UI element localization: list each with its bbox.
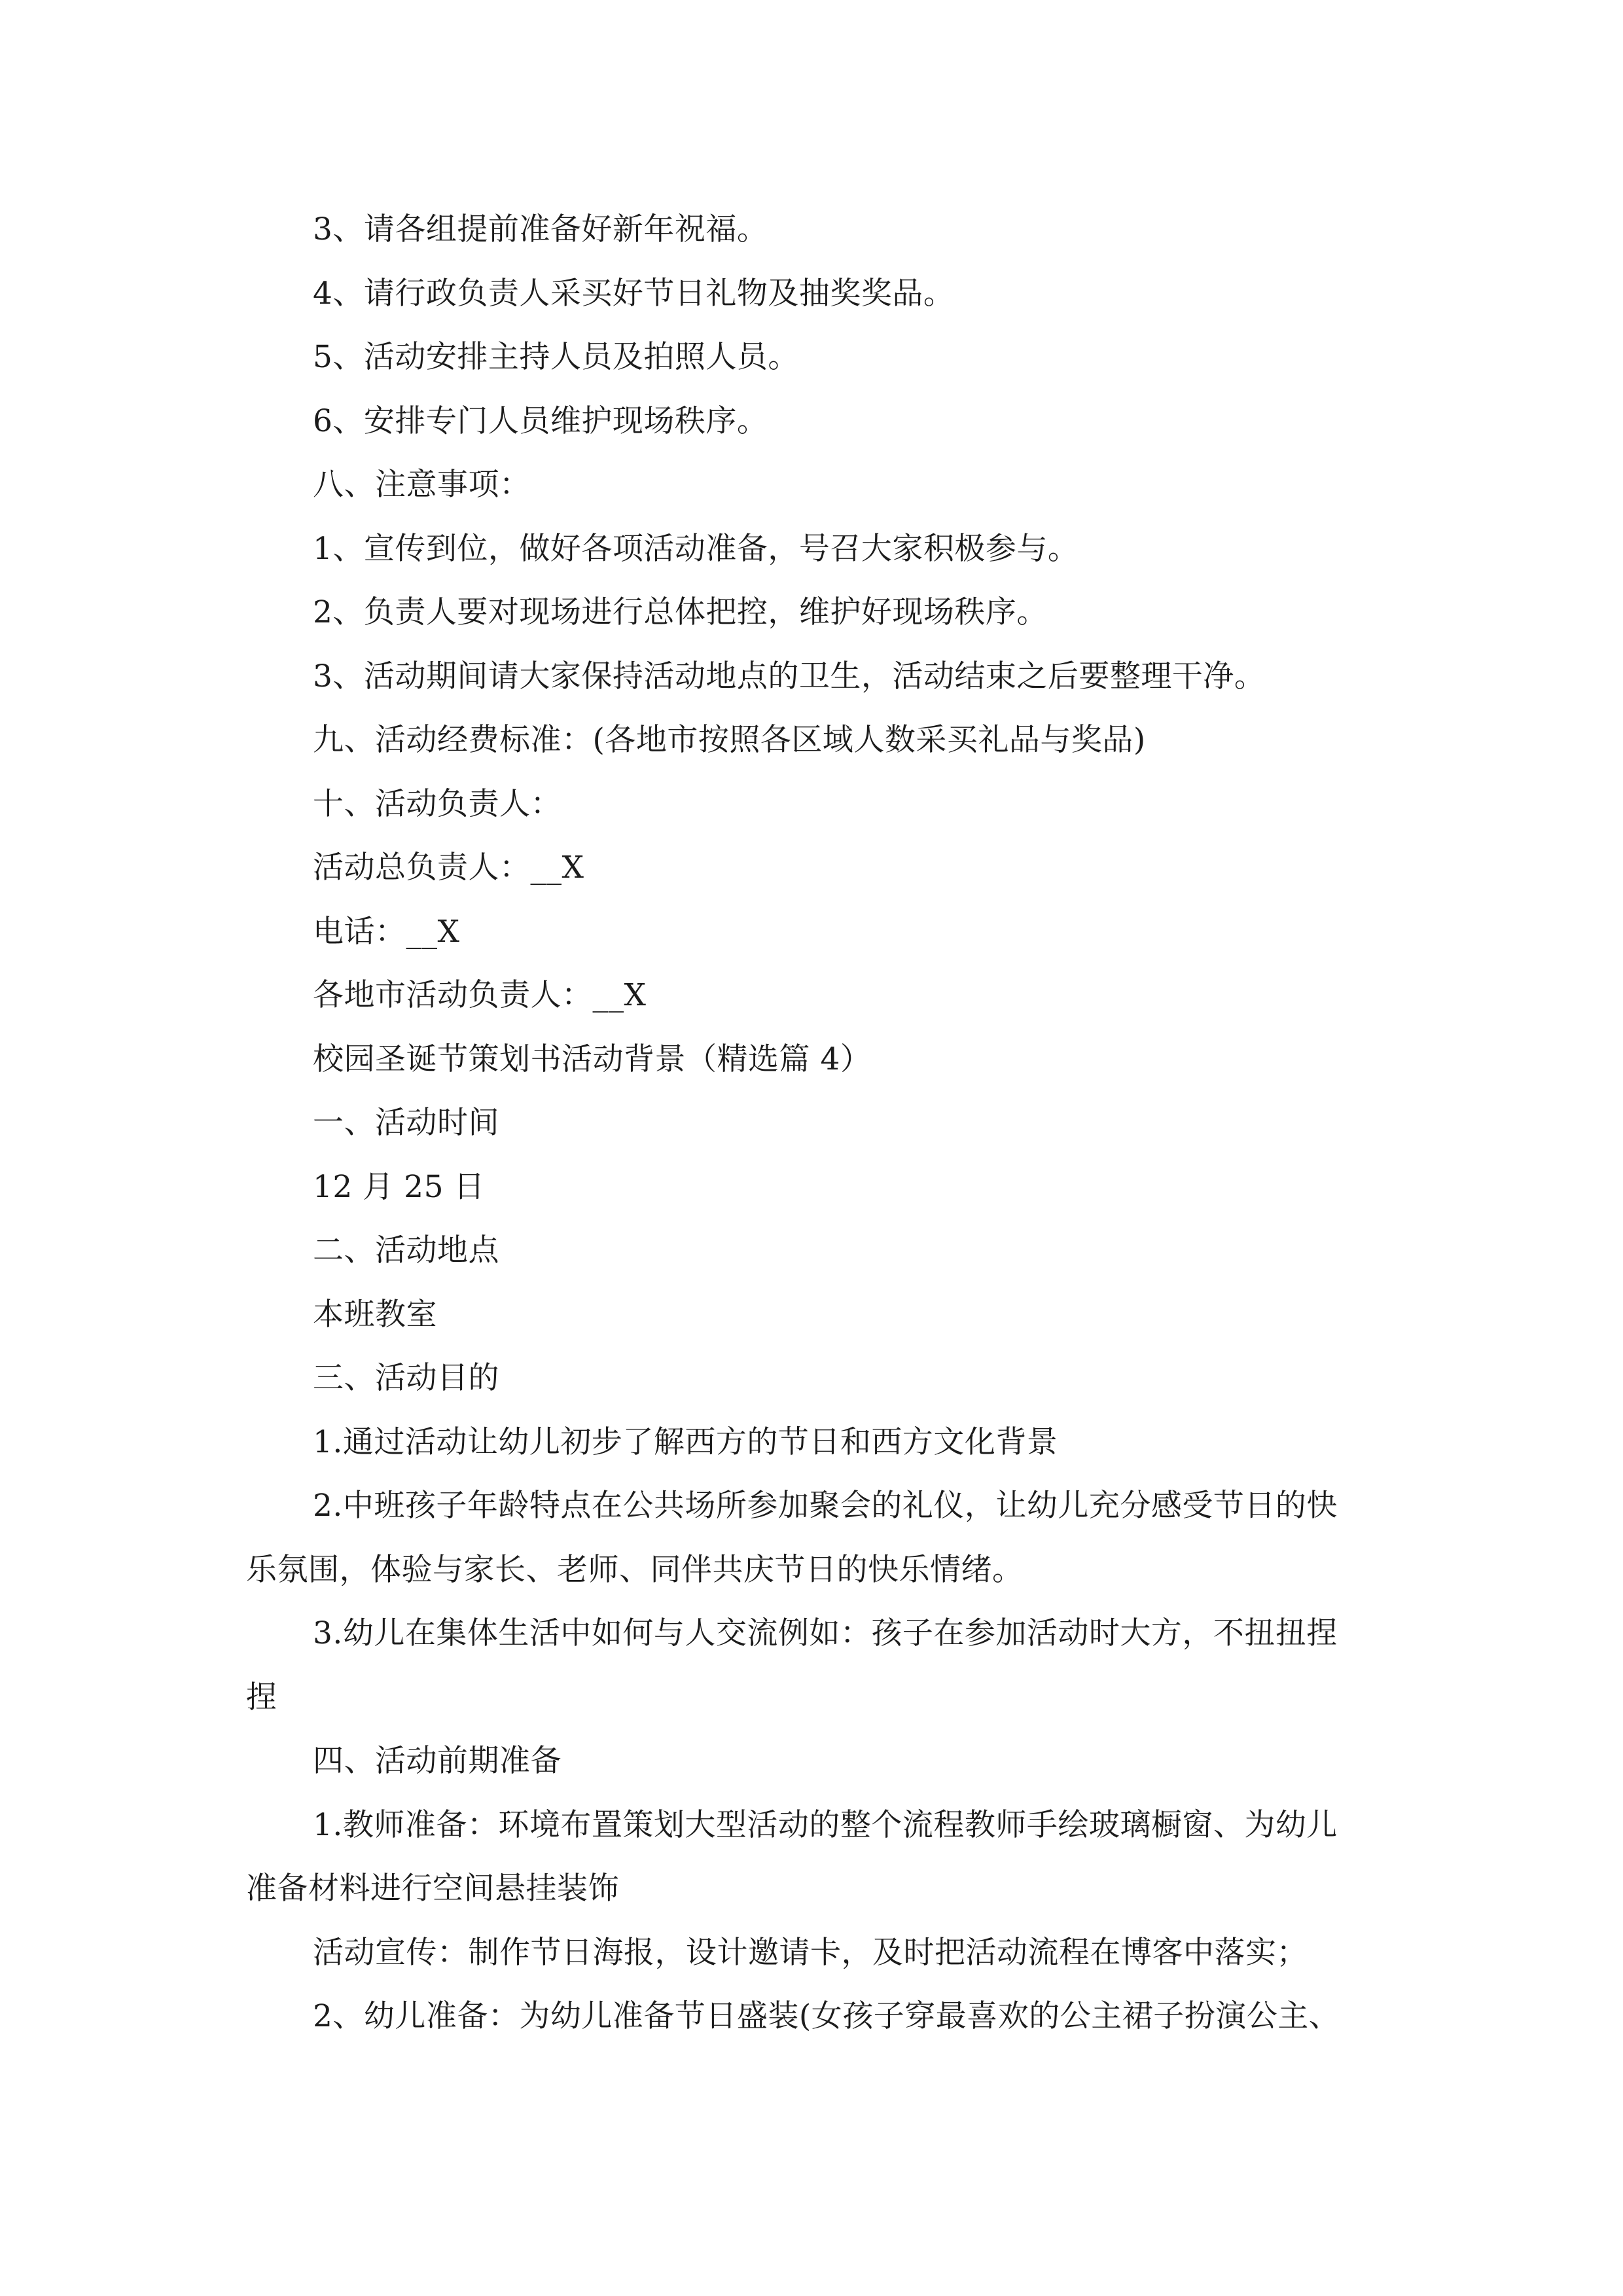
list-item-maintain-order: 6、安排专门人员维护现场秩序。 [313,403,768,439]
event-date: 12 月 25 日 [313,1169,485,1205]
list-item-hygiene: 3、活动期间请大家保持活动地点的卫生，活动结束之后要整理干净。 [313,658,1266,694]
preparation-item-teacher: 1.教师准备：环境布置策划大型活动的整个流程教师手绘玻璃橱窗、为幼儿 [313,1807,1338,1843]
section-heading-preparation: 四、活动前期准备 [313,1743,562,1779]
preparation-item-teacher-continued: 准备材料进行空间悬挂装饰 [246,1871,619,1907]
preparation-item-children: 2、幼儿准备：为幼儿准备节日盛装(女孩子穿最喜欢的公主裙子扮演公主、 [313,1998,1340,2034]
preparation-item-publicity: 活动宣传：制作节日海报，设计邀请卡，及时把活动流程在博客中落实； [313,1935,1308,1971]
list-item-site-control: 2、负责人要对现场进行总体把控，维护好现场秩序。 [313,594,1048,630]
purpose-item-3: 3.幼儿在集体生活中如何与人交流例如：孩子在参加活动时大方，不扭扭捏 [313,1615,1338,1651]
list-item-prepare-greetings: 3、请各组提前准备好新年祝福。 [313,211,768,247]
responsible-phone: 电话：__X [313,914,460,950]
section-heading-budget: 九、活动经费标准：(各地市按照各区域人数采买礼品与奖品) [313,722,1146,758]
responsible-regional: 各地市活动负责人：__X [313,977,647,1013]
section-heading-responsible: 十、活动负责人： [313,786,562,822]
responsible-general: 活动总负责人：__X [313,850,584,886]
list-item-buy-gifts: 4、请行政负责人采买好节日礼物及抽奖奖品。 [313,276,955,312]
list-item-publicity: 1、宣传到位，做好各项活动准备，号召大家积极参与。 [313,531,1079,567]
event-location: 本班教室 [313,1297,437,1333]
list-item-host-photographer: 5、活动安排主持人员及拍照人员。 [313,339,799,375]
purpose-item-3-continued: 捏 [246,1679,277,1715]
purpose-item-2-continued: 乐氛围，体验与家长、老师、同伴共庆节日的快乐情绪。 [246,1552,1024,1588]
purpose-item-1: 1.通过活动让幼儿初步了解西方的节日和西方文化背景 [313,1424,1058,1460]
article-title: 校园圣诞节策划书活动背景（精选篇 4） [313,1041,872,1077]
section-heading-time: 一、活动时间 [313,1105,499,1141]
purpose-item-2: 2.中班孩子年龄特点在公共场所参加聚会的礼仪，让幼儿充分感受节日的快 [313,1488,1338,1524]
section-heading-notes: 八、注意事项： [313,467,531,503]
section-heading-purpose: 三、活动目的 [313,1360,499,1396]
section-heading-location: 二、活动地点 [313,1232,499,1268]
